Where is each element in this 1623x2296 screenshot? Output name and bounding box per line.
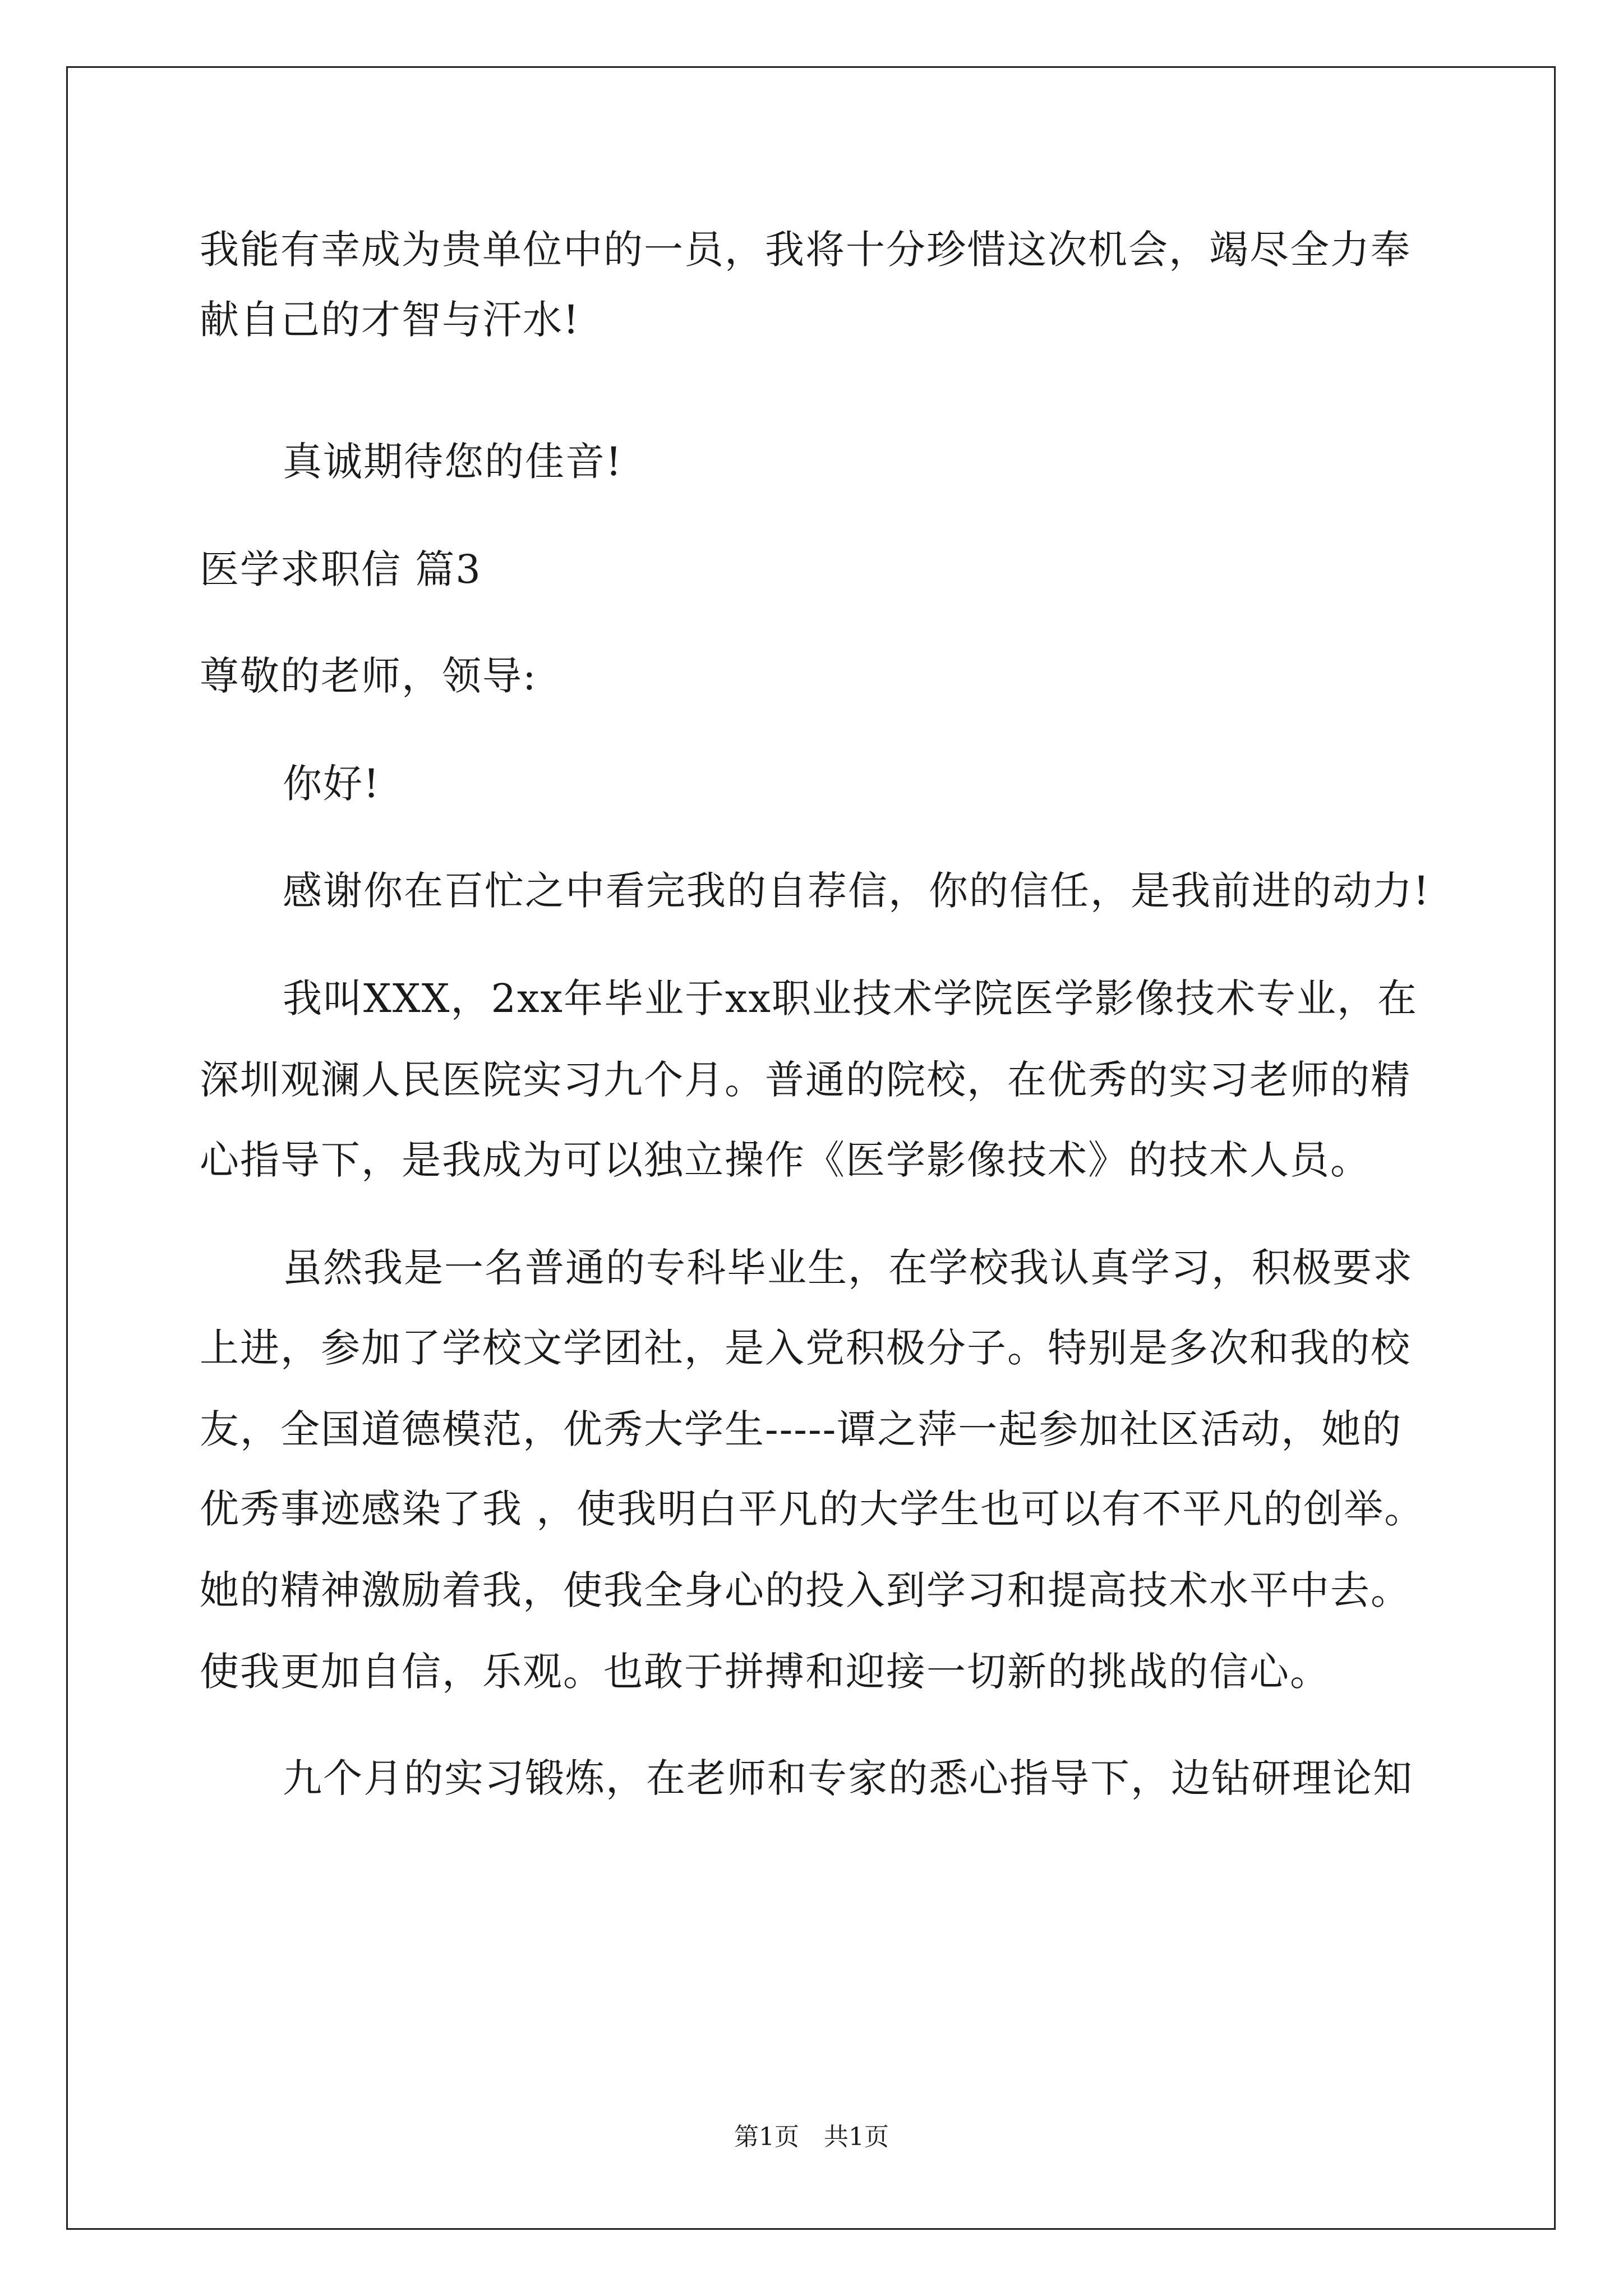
text-line: 我能有幸成为贵单位中的一员，我将十分珍惜这次机会，竭尽全力奉 <box>200 227 1411 273</box>
text-line: 真诚期待您的佳音! <box>283 439 623 485</box>
text-line: 感谢你在百忙之中看完我的自荐信，你的信任，是我前进的动力! <box>283 868 1431 914</box>
text-line: 心指导下，是我成为可以独立操作《医学影像技术》的技术人员。 <box>200 1137 1371 1183</box>
text-line: 上进，参加了学校文学团社，是入党积极分子。特别是多次和我的校 <box>200 1325 1411 1371</box>
section-heading: 医学求职信 篇3 <box>200 546 482 592</box>
text-line: 优秀事迹感染了我 ，使我明白平凡的大学生也可以有不平凡的创举。 <box>200 1486 1425 1532</box>
greeting: 你好! <box>283 761 381 807</box>
text-line: 九个月的实习锻炼，在老师和专家的悉心指导下，边钻研理论知 <box>283 1755 1413 1801</box>
text-line: 她的精神激励着我，使我全身心的投入到学习和提高技术水平中去。 <box>200 1567 1411 1613</box>
text-line: 献自己的才智与汗水! <box>200 297 580 343</box>
page-number-footer: 第1页 共1页 <box>734 2123 889 2151</box>
text-line: 我叫XXX，2xx年毕业于xx职业技术学院医学影像技术专业，在 <box>283 976 1418 1022</box>
text-line: 使我更加自信，乐观。也敢于拼搏和迎接一切新的挑战的信心。 <box>200 1649 1330 1695</box>
text-line: 深圳观澜人民医院实习九个月。普通的院校，在优秀的实习老师的精 <box>200 1057 1411 1103</box>
salutation: 尊敬的老师，领导: <box>200 653 537 699</box>
text-line: 虽然我是一名普通的专科毕业生，在学校我认真学习，积极要求 <box>283 1245 1413 1291</box>
text-line: 友，全国道德模范，优秀大学生-----谭之萍一起参加社区活动，她的 <box>200 1406 1403 1452</box>
